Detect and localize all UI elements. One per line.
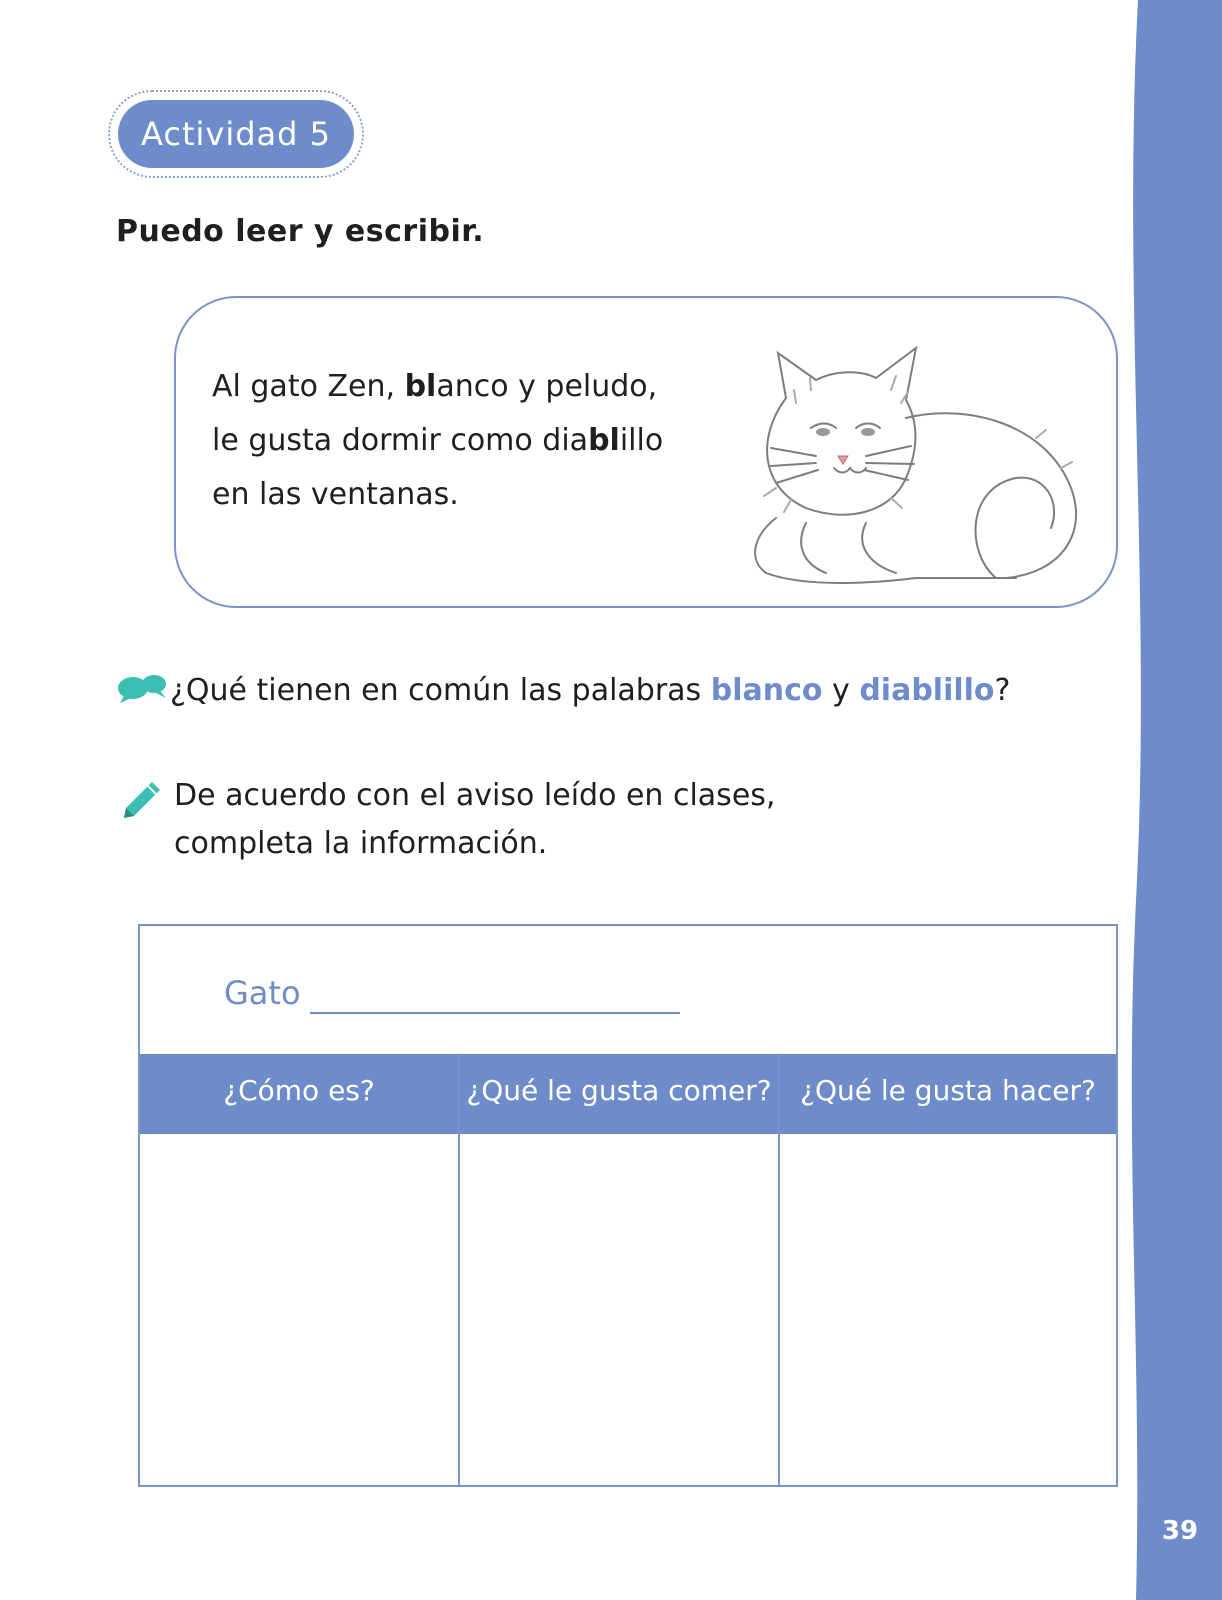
- cat-illustration: [716, 328, 1106, 598]
- write-task-line-1: De acuerdo con el aviso leído en clases,: [174, 778, 776, 813]
- highlight-word-blanco: blanco: [710, 673, 823, 708]
- question-text: y: [822, 673, 860, 708]
- reading-passage-box: [174, 296, 1118, 608]
- name-label: Gato: [224, 974, 301, 1012]
- highlight-word-diablillo: diablillo: [859, 673, 995, 708]
- chat-bubbles-icon: [116, 672, 170, 704]
- page-number: 39: [1161, 1516, 1199, 1546]
- activity-label: Actividad 5: [118, 100, 354, 168]
- reading-text-segment: Al gato Zen,: [212, 369, 405, 404]
- question-text: ¿Qué tienen en común las palabras: [170, 673, 711, 708]
- reading-bold-syllable: bl: [404, 369, 437, 404]
- question-text: ?: [994, 673, 1011, 708]
- answer-cell-que-le-gusta-hacer[interactable]: [780, 1134, 1116, 1487]
- instruction-heading: Puedo leer y escribir.: [116, 214, 485, 249]
- header-que-le-gusta-comer: ¿Qué le gusta comer?: [466, 1074, 772, 1107]
- pencil-icon: [120, 778, 164, 822]
- table-header-row: [140, 1054, 1116, 1134]
- reading-passage: [212, 360, 732, 522]
- reading-text-segment: le gusta dormir como dia: [212, 423, 589, 458]
- info-table: [138, 924, 1118, 1487]
- reading-text-segment: illo: [619, 423, 664, 458]
- reading-line-2: [212, 414, 732, 468]
- question-row: [116, 672, 1010, 708]
- reading-text-segment: anco y peludo,: [436, 369, 658, 404]
- side-decoration-band: [1112, 0, 1222, 1600]
- write-task-text: [174, 772, 775, 868]
- write-task-line-2: completa la información.: [174, 826, 548, 861]
- header-como-es: ¿Cómo es?: [223, 1074, 375, 1107]
- reading-bold-syllable: bl: [588, 423, 620, 458]
- name-row: [140, 926, 1116, 1054]
- reading-line-1: [212, 360, 732, 414]
- header-que-le-gusta-hacer: ¿Qué le gusta hacer?: [800, 1074, 1096, 1107]
- reading-line-3: en las ventanas.: [212, 477, 459, 512]
- answer-cell-que-le-gusta-comer[interactable]: [460, 1134, 778, 1487]
- name-write-line[interactable]: [310, 1012, 680, 1014]
- activity-badge: [108, 90, 364, 178]
- answer-cell-como-es[interactable]: [140, 1134, 458, 1487]
